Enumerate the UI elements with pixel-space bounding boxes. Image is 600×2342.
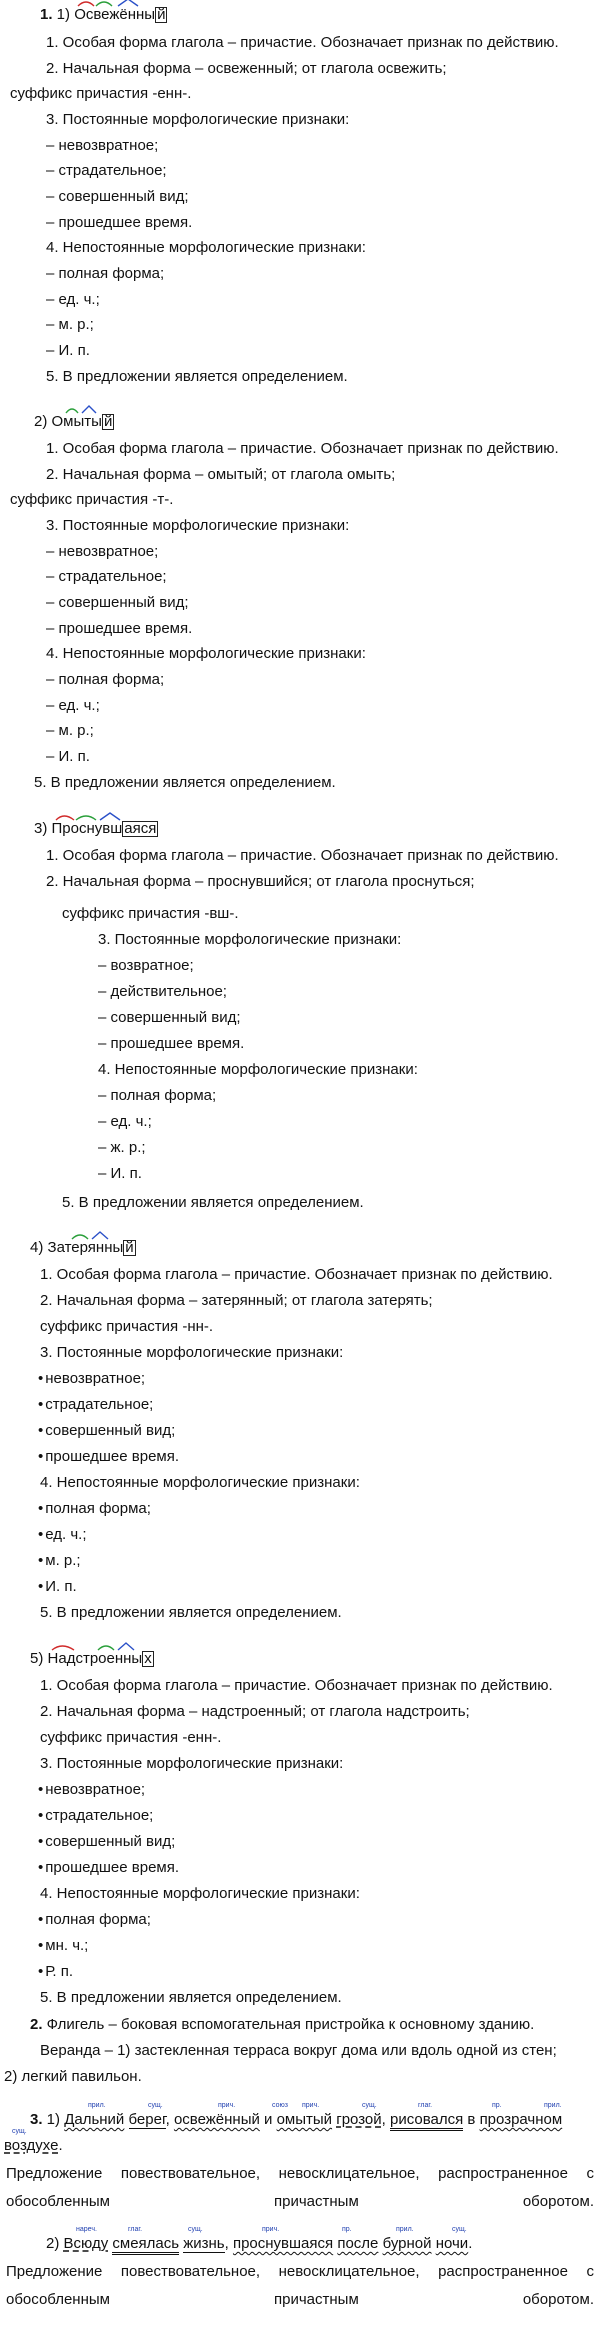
word-subject: жизнь: [183, 2235, 225, 2252]
gram-label: прич.: [262, 2226, 280, 2233]
gram-label: нареч.: [76, 2226, 97, 2233]
s3-line-8: – прошедшее время.: [98, 1035, 245, 1052]
ending-box: х: [144, 1650, 152, 1667]
s1-line-8: – прошедшее время.: [46, 214, 193, 231]
parsed-word: Затерянны й: [48, 1239, 136, 1257]
morpheme-marks-icon: [74, 0, 158, 8]
word-predicate: рисовался: [390, 2111, 463, 2131]
task-number: 3.: [30, 2111, 43, 2128]
parsed-word: Омыты й: [52, 413, 115, 431]
word-definition: Дальний: [64, 2111, 125, 2128]
gram-label: сущ.: [362, 2102, 377, 2109]
s4-line-2: 2. Начальная форма – затерянный; от глагола затерять;: [40, 1292, 433, 1309]
t2-line-3: 2) легкий павильон.: [4, 2068, 142, 2085]
word-definition: прозрачном: [479, 2111, 563, 2128]
parsed-word: Проснувш аяся: [52, 820, 159, 838]
word-definition: ночи: [435, 2235, 469, 2252]
s5-line-13: 5. В предложении является определением.: [40, 1989, 342, 2006]
s4-line-12: • м. р.;: [38, 1552, 81, 1570]
s4-line-6: • страдательное;: [38, 1396, 153, 1414]
s2-line-4: 3. Постоянные морфологические признаки:: [46, 517, 350, 534]
s1-line-13: – И. п.: [46, 342, 90, 359]
word-definition: освежённый: [173, 2111, 260, 2128]
s2-line-1: 1. Особая форма глагола – причастие. Обозначает признак по действию.: [46, 440, 559, 457]
word-predicate: смеялась: [112, 2235, 179, 2255]
s3-line-2: 2. Начальная форма – проснувшийся; от глагола проснуться;: [46, 873, 475, 890]
ending-box: й: [157, 6, 166, 23]
s5-line-7: • совершенный вид;: [38, 1833, 175, 1851]
s1-line-7: – совершенный вид;: [46, 188, 189, 205]
s1-heading: 1. 1) Освежённы й: [40, 6, 167, 24]
s3-line-10: – полная форма;: [98, 1087, 217, 1104]
s2-heading: 2) Омыты й: [34, 413, 114, 431]
s4-line-9: 4. Непостоянные морфологические признаки:: [40, 1474, 360, 1491]
s4-line-1: 1. Особая форма глагола – причастие. Обозначает признак по действию.: [40, 1266, 553, 1283]
gram-label: прил.: [396, 2226, 414, 2233]
s4-line-4: 3. Постоянные морфологические признаки:: [40, 1344, 344, 1361]
t3-sentence-2: 2) Всюду смеялась жизнь, проснувшаяся после бурной ночи.: [46, 2235, 472, 2253]
gram-label: союз: [272, 2102, 288, 2109]
s1-line-1: 1. Особая форма глагола – причастие. Обозначает признак по действию.: [46, 34, 559, 51]
s2-line-6: – страдательное;: [46, 568, 167, 585]
s1-line-6: – страдательное;: [46, 162, 167, 179]
t2-line-1: 2. Флигель – боковая вспомогательная пристройка к основному зданию.: [30, 2016, 535, 2033]
s1-line-2: 2. Начальная форма – освеженный; от глагола освежить;: [46, 60, 447, 77]
word-definition: бурной: [382, 2235, 432, 2252]
s2-line-13: – И. п.: [46, 748, 90, 765]
s4-line-3: суффикс причастия -нн-.: [40, 1318, 214, 1335]
word-adverbial: Всюду: [63, 2235, 109, 2252]
s1-line-5: – невозвратное;: [46, 137, 159, 154]
s5-line-9: 4. Непостоянные морфологические признаки:: [40, 1885, 360, 1902]
s2-line-3: суффикс причастия -т-.: [10, 491, 174, 508]
word-definition: после: [337, 2235, 379, 2252]
gram-label: прил.: [544, 2102, 562, 2109]
parsed-word: Надстроенны х: [48, 1650, 154, 1668]
ending-box: й: [125, 1239, 134, 1256]
gram-label: сущ.: [148, 2102, 163, 2109]
s2-line-14: 5. В предложении является определением.: [34, 774, 336, 791]
gram-label: пр.: [342, 2226, 352, 2233]
s4-heading: 4) Затерянны й: [30, 1239, 136, 1257]
gram-label: сущ.: [452, 2226, 467, 2233]
s1-line-11: – ед. ч.;: [46, 291, 100, 308]
s2-line-8: – прошедшее время.: [46, 620, 193, 637]
s5-line-8: • прошедшее время.: [38, 1859, 179, 1877]
s3-line-9: 4. Непостоянные морфологические признаки:: [98, 1061, 418, 1078]
s3-line-12: – ж. р.;: [98, 1139, 146, 1156]
morpheme-marks-icon: [48, 1642, 166, 1652]
t3-sentence-1-cont: воздухе.: [4, 2137, 63, 2154]
s5-line-10: • полная форма;: [38, 1911, 151, 1929]
gram-label: пр.: [492, 2102, 502, 2109]
s1-line-14: 5. В предложении является определением.: [46, 368, 348, 385]
parsed-word: Освежённы й: [74, 6, 167, 24]
s4-line-5: • невозвратное;: [38, 1370, 145, 1388]
s5-line-4: 3. Постоянные морфологические признаки:: [40, 1755, 344, 1772]
s1-line-12: – м. р.;: [46, 316, 94, 333]
gram-label: сущ.: [12, 2128, 27, 2135]
s3-line-14: 5. В предложении является определением.: [62, 1194, 364, 1211]
s3-line-5: – возвратное;: [98, 957, 194, 974]
word-definition: омытый: [276, 2111, 333, 2128]
s3-line-7: – совершенный вид;: [98, 1009, 241, 1026]
morpheme-marks-icon: [52, 405, 114, 415]
s3-line-1: 1. Особая форма глагола – причастие. Обозначает признак по действию.: [46, 847, 559, 864]
s4-line-11: • ед. ч.;: [38, 1526, 87, 1544]
s3-line-11: – ед. ч.;: [98, 1113, 152, 1130]
s2-line-2: 2. Начальная форма – омытый; от глагола омыть;: [46, 466, 396, 483]
s1-line-3: суффикс причастия -енн-.: [10, 85, 192, 102]
t2-line-2: Веранда – 1) застекленная терраса вокруг дома или вдоль одной из стен;: [40, 2042, 557, 2059]
morpheme-marks-icon: [48, 1231, 148, 1241]
s5-line-12: • Р. п.: [38, 1963, 73, 1981]
s2-line-5: – невозвратное;: [46, 543, 159, 560]
gram-label: глаг.: [128, 2226, 143, 2233]
s4-line-10: • полная форма;: [38, 1500, 151, 1518]
s3-line-6: – действительное;: [98, 983, 227, 1000]
gram-label: глаг.: [418, 2102, 433, 2109]
s1-line-9: 4. Непостоянные морфологические признаки:: [46, 239, 366, 256]
morpheme-marks-icon: [52, 812, 164, 822]
s1-line-4: 3. Постоянные морфологические признаки:: [46, 111, 350, 128]
gram-label: прич.: [302, 2102, 320, 2109]
s5-line-1: 1. Особая форма глагола – причастие. Обозначает признак по действию.: [40, 1677, 553, 1694]
word-subject: берег: [128, 2111, 166, 2128]
s5-heading: 5) Надстроенны х: [30, 1650, 154, 1668]
task-number: 2.: [30, 2016, 43, 2033]
s2-line-7: – совершенный вид;: [46, 594, 189, 611]
s2-line-12: – м. р.;: [46, 722, 94, 739]
s4-line-13: • И. п.: [38, 1578, 77, 1596]
gram-label: прил.: [88, 2102, 106, 2109]
s3-line-3: суффикс причастия -вш-.: [62, 905, 239, 922]
t3-description-2: Предложение повествовательное, невосклицательное, распространенное с обособленным причастным оборотом.: [6, 2263, 594, 2308]
word-adverbial: воздухе: [4, 2137, 59, 2154]
t3-sentence-1: 3. 1) Дальний берег, освежённый и омытый грозой, рисовался в прозрачном: [30, 2111, 562, 2129]
s4-line-8: • прошедшее время.: [38, 1448, 179, 1466]
s5-line-3: суффикс причастия -енн-.: [40, 1729, 222, 1746]
s1-line-10: – полная форма;: [46, 265, 165, 282]
s5-line-6: • страдательное;: [38, 1807, 153, 1825]
word-definition: проснувшаяся: [232, 2235, 334, 2252]
s4-line-14: 5. В предложении является определением.: [40, 1604, 342, 1621]
s5-line-5: • невозвратное;: [38, 1781, 145, 1799]
s3-line-4: 3. Постоянные морфологические признаки:: [98, 931, 402, 948]
t3-description-1: Предложение повествовательное, невосклицательное, распространенное с обособленным причастным оборотом.: [6, 2165, 594, 2210]
s3-heading: 3) Проснувш аяся: [34, 820, 158, 838]
s3-line-13: – И. п.: [98, 1165, 142, 1182]
s4-line-7: • совершенный вид;: [38, 1422, 175, 1440]
s2-line-9: 4. Непостоянные морфологические признаки:: [46, 645, 366, 662]
word-object: грозой: [336, 2111, 382, 2128]
task-number: 1.: [40, 6, 53, 23]
gram-label: прич.: [218, 2102, 236, 2109]
ending-box: й: [103, 413, 113, 430]
ending-box: аяся: [124, 820, 157, 837]
s2-line-10: – полная форма;: [46, 671, 165, 688]
s2-line-11: – ед. ч.;: [46, 697, 100, 714]
s5-line-2: 2. Начальная форма – надстроенный; от глагола надстроить;: [40, 1703, 470, 1720]
gram-label: сущ.: [188, 2226, 203, 2233]
s5-line-11: • мн. ч.;: [38, 1937, 88, 1955]
